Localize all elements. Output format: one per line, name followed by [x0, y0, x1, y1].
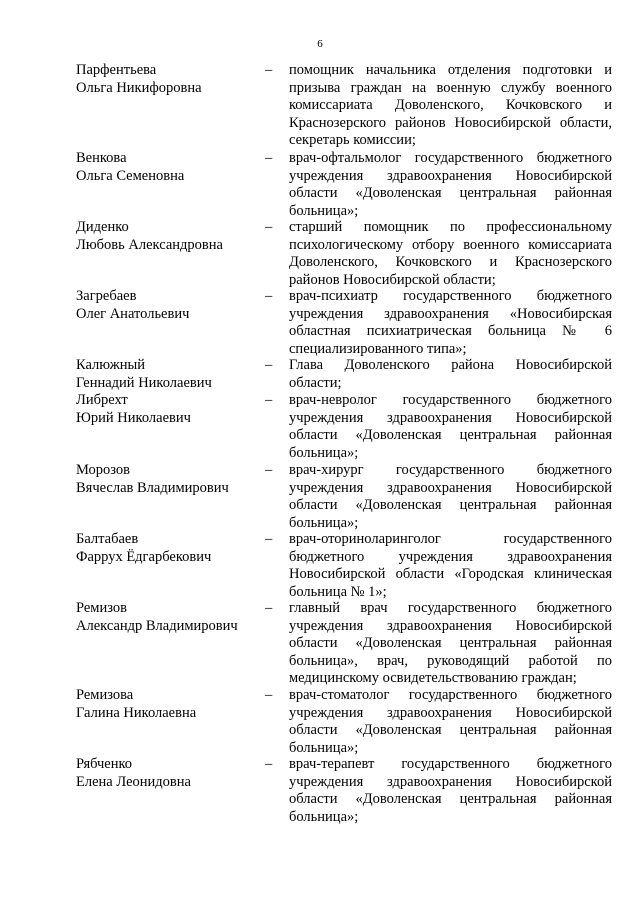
- member-name: [76, 756, 266, 791]
- member-surname: Морозов: [76, 462, 131, 478]
- page-number: 6: [317, 38, 323, 50]
- member-name: [76, 531, 266, 566]
- description-line: помощник начальника отделения подготовки и: [289, 62, 612, 78]
- member-surname: Ремизова: [76, 687, 134, 703]
- member-given-names: Галина Николаевна: [76, 704, 197, 721]
- member-name: [76, 150, 266, 185]
- description-line: области «Доволенская центральная районная: [289, 185, 612, 201]
- description-line: старший помощник по профессиональному: [289, 219, 612, 235]
- description-line: врач-хирург государственного бюджетного: [289, 462, 612, 478]
- dash-separator: –: [265, 756, 273, 772]
- description-line: больница»;: [289, 202, 359, 219]
- member-given-names: Юрий Николаевич: [76, 409, 191, 426]
- description-line: области «Доволенская центральная районная: [289, 722, 612, 738]
- member-given-names: Геннадий Николаевич: [76, 374, 212, 391]
- dash-separator: –: [265, 62, 273, 78]
- member-name: [76, 219, 266, 254]
- dash-separator: –: [265, 600, 273, 616]
- description-line: секретарь комиссии;: [289, 132, 416, 148]
- member-position-description: [289, 462, 612, 532]
- description-line: врач-психиатр государственного бюджетного: [289, 288, 612, 304]
- member-position-description: [289, 531, 612, 601]
- description-line: районов Новосибирской области;: [289, 271, 496, 288]
- member-surname: Парфентьева: [76, 62, 157, 78]
- member-surname: Загребаев: [76, 288, 137, 304]
- description-line: больница»;: [289, 444, 359, 461]
- member-name: [76, 357, 266, 392]
- member-name: [76, 687, 266, 722]
- description-line: областная психиатрическая больница № 6: [289, 323, 612, 339]
- description-line: бюджетного учреждения здравоохранения: [289, 548, 612, 565]
- member-given-names: Фаррух Ёдгарбекович: [76, 548, 212, 565]
- member-name: [76, 392, 266, 427]
- member-position-description: [289, 62, 612, 150]
- member-surname: Ремизов: [76, 600, 127, 616]
- member-name: [76, 462, 266, 497]
- description-line: учреждения здравоохранения «Новосибирская: [289, 305, 612, 322]
- dash-separator: –: [265, 462, 273, 478]
- member-given-names: Любовь Александровна: [76, 236, 223, 253]
- dash-separator: –: [265, 531, 273, 547]
- member-given-names: Олег Анатольевич: [76, 305, 190, 322]
- member-name: [76, 288, 266, 323]
- member-name: [76, 600, 266, 635]
- dash-separator: –: [265, 219, 273, 235]
- description-line: области «Доволенская центральная районная: [289, 791, 612, 807]
- description-line: комиссариата Доволенского, Кочковского и: [289, 97, 612, 113]
- member-given-names: Вячеслав Владимирович: [76, 479, 229, 496]
- member-surname: Диденко: [76, 219, 129, 235]
- member-name: [76, 62, 266, 97]
- member-position-description: [289, 150, 612, 220]
- description-line: Новосибирской области «Городская клиническая: [289, 566, 612, 582]
- description-line: учреждения здравоохранения Новосибирской: [289, 479, 612, 496]
- description-line: области «Доволенская центральная районная: [289, 635, 612, 651]
- description-line: учреждения здравоохранения Новосибирской: [289, 773, 612, 790]
- member-position-description: [289, 219, 612, 289]
- description-line: врач-стоматолог государственного бюджетного: [289, 687, 612, 703]
- member-surname: Балтабаев: [76, 531, 139, 547]
- description-line: Глава Доволенского района Новосибирской: [289, 357, 612, 373]
- description-line: больница»;: [289, 514, 359, 531]
- description-line: главный врач государственного бюджетного: [289, 600, 612, 616]
- description-line: Доволенского, Кочковского и Краснозерского: [289, 254, 612, 270]
- member-position-description: [289, 392, 612, 462]
- description-line: больница»;: [289, 739, 359, 756]
- dash-separator: –: [265, 392, 273, 408]
- member-given-names: Ольга Никифоровна: [76, 79, 202, 96]
- member-surname: Венкова: [76, 150, 127, 166]
- description-line: больница», врач, руководящий работой по: [289, 652, 612, 669]
- dash-separator: –: [265, 687, 273, 703]
- description-line: учреждения здравоохранения Новосибирской: [289, 704, 612, 721]
- member-position-description: [289, 687, 612, 757]
- description-line: психологическому отбору военного комиссариата: [289, 236, 612, 253]
- description-line: учреждения здравоохранения Новосибирской: [289, 617, 612, 634]
- description-line: врач-терапевт государственного бюджетного: [289, 756, 612, 772]
- description-line: больница № 1»;: [289, 583, 387, 600]
- member-surname: Рябченко: [76, 756, 133, 772]
- member-position-description: [289, 756, 612, 826]
- description-line: врач-невролог государственного бюджетного: [289, 392, 612, 408]
- member-position-description: [289, 357, 612, 392]
- member-position-description: [289, 288, 612, 358]
- member-position-description: [289, 600, 612, 688]
- description-line: врач-оториноларинголог государственного: [289, 531, 612, 547]
- member-surname: Калюжный: [76, 357, 146, 373]
- description-line: больница»;: [289, 808, 359, 825]
- description-line: призыва граждан на военную службу военного: [289, 79, 612, 96]
- description-line: области;: [289, 374, 342, 391]
- dash-separator: –: [265, 150, 273, 166]
- member-given-names: Елена Леонидовна: [76, 773, 191, 790]
- dash-separator: –: [265, 357, 273, 373]
- member-surname: Либрехт: [76, 392, 128, 408]
- description-line: Краснозерского районов Новосибирской области,: [289, 114, 612, 131]
- dash-separator: –: [265, 288, 273, 304]
- description-line: специализированного типа»;: [289, 340, 467, 357]
- description-line: области «Доволенская центральная районная: [289, 497, 612, 513]
- description-line: учреждения здравоохранения Новосибирской: [289, 167, 612, 184]
- description-line: учреждения здравоохранения Новосибирской: [289, 409, 612, 426]
- description-line: медицинскому освидетельствованию граждан;: [289, 670, 577, 686]
- member-given-names: Александр Владимирович: [76, 617, 238, 634]
- member-given-names: Ольга Семеновна: [76, 167, 185, 184]
- description-line: врач-офтальмолог государственного бюджетного: [289, 150, 612, 166]
- description-line: области «Доволенская центральная районная: [289, 427, 612, 443]
